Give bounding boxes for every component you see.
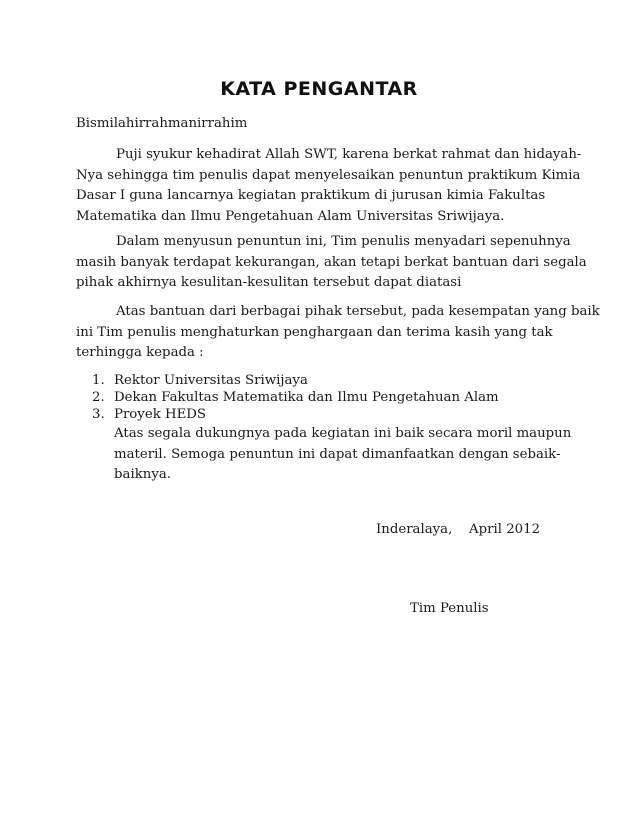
paragraph-line: Matematika dan Ilmu Pengetahuan Alam Universitas Sriwijaya.: [76, 208, 505, 224]
place-text: Inderalaya,: [376, 522, 453, 537]
page-title: KATA PENGANTAR: [220, 78, 418, 100]
signature-text: Tim Penulis: [410, 601, 489, 616]
greeting-text: Bismilahirrahmanirrahim: [76, 116, 248, 131]
list-text: Dekan Fakultas Matematika dan Ilmu Pengetahuan Alam: [114, 390, 499, 405]
paragraph-line: Nya sehingga tim penulis dapat menyelesaikan penuntun praktikum Kimia: [76, 167, 581, 183]
paragraph-line: baiknya.: [114, 467, 171, 482]
list-number: 3.: [92, 407, 105, 422]
paragraph-line: materil. Semoga penuntun ini dapat dimanfaatkan dengan sebaik-: [114, 446, 561, 462]
greeting: [76, 114, 556, 135]
paragraph-line: Atas segala dukungnya pada kegiatan ini baik secara moril maupun: [114, 426, 572, 441]
paragraph-1: [76, 145, 582, 227]
list-number: 1.: [92, 373, 105, 388]
list-number: 2.: [92, 390, 105, 405]
list-item: [92, 389, 499, 406]
paragraph-line: Atas bantuan dari berbagai pihak tersebut, pada kesempatan yang baik: [116, 304, 600, 319]
date-text: April 2012: [469, 522, 541, 537]
paragraph-line: masih banyak terdapat kekurangan, akan tetapi berkat bantuan dari segala: [76, 254, 587, 270]
paragraph-line: pihak akhirnya kesulitan-kesulitan tersebut dapat diatasi: [76, 275, 462, 290]
closing-paragraph: [114, 424, 572, 486]
paragraph-line: Dasar I guna lancarnya kegiatan praktikum di jurusan kimia Fakultas: [76, 188, 546, 203]
paragraph-2: [76, 232, 587, 294]
paragraph-3: [76, 302, 600, 364]
paragraph-line: terhingga kepada :: [76, 345, 204, 360]
list-text: Rektor Universitas Sriwijaya: [114, 373, 308, 388]
list-item: [92, 372, 308, 389]
paragraph-line: Puji syukur kehadirat Allah SWT, karena berkat rahmat dan hidayah-: [116, 147, 582, 162]
paragraph-line: Dalam menyusun penuntun ini, Tim penulis menyadari sepenuhnya: [116, 234, 571, 249]
paragraph-line: ini Tim penulis menghaturkan penghargaan dan terima kasih yang tak: [76, 324, 553, 340]
list-text: Proyek HEDS: [114, 407, 207, 422]
list-item: [92, 406, 206, 423]
